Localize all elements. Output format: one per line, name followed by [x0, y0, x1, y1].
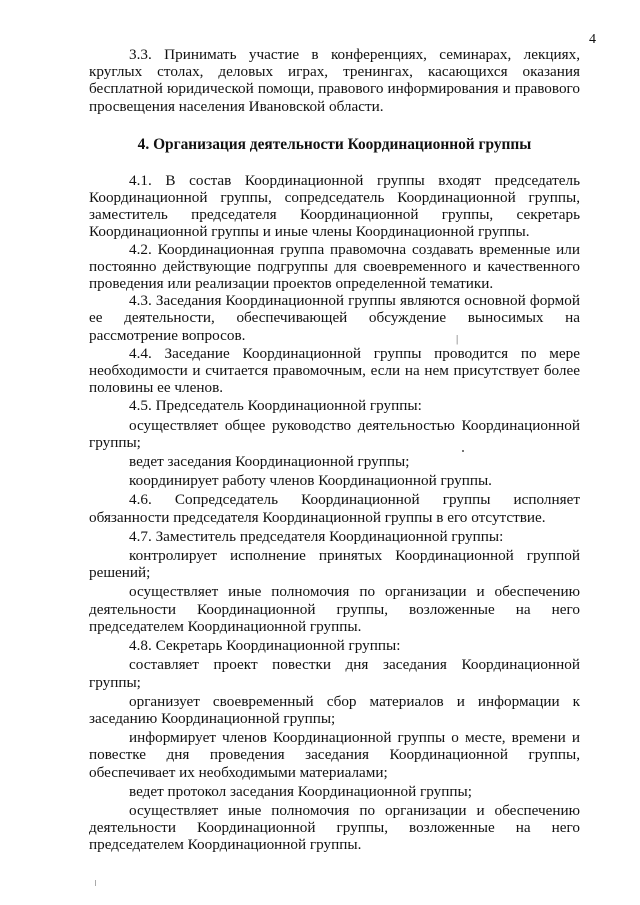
paragraph-4-5: 4.5. Председатель Координационной группы:: [129, 397, 422, 415]
scan-mark: |: [456, 333, 459, 345]
list-item: координирует работу членов Координационной группы.: [129, 472, 492, 490]
list-item: составляет проект повестки дня заседания Координационной группы;: [89, 656, 580, 691]
list-item: осуществляет общее руководство деятельностью Координационной группы;: [89, 416, 580, 451]
list-item: организует своевременный сбор материалов и информации к заседанию Координационной группы;: [89, 692, 580, 727]
paragraph-4-1: 4.1. В состав Координационной группы входят председатель Координационной группы, сопредседатель Координационной группы, заместитель председателя Координационной группы, секретарь Координационной группы и иные члены Координационной группы.: [89, 171, 580, 241]
paragraph-3-3: 3.3. Принимать участие в конференциях, семинарах, лекциях, круглых столах, деловых играх, тренингах, касающихся оказания бесплатной юридической помощи, правового информирования и правового просвещения населения Ивановской области.: [89, 46, 580, 115]
list-item: ведет заседания Координационной группы;: [129, 453, 410, 471]
paragraph-4-7: 4.7. Заместитель председателя Координационной группы:: [129, 527, 504, 545]
paragraph-4-4: 4.4. Заседание Координационной группы проводится по мере необходимости и считается правомочным, если на нем присутствует более половины ее членов.: [89, 344, 580, 397]
list-item: осуществляет иные полномочия по организации и обеспечению деятельности Координационной группы, возложенные на него председателем Координационной группы.: [89, 583, 580, 635]
paragraph-4-6: 4.6. Сопредседатель Координационной группы исполняет обязанности председателя Координационной группы в его отсутствие.: [89, 491, 580, 526]
section-heading: 4. Организация деятельности Координационной группы: [137, 135, 532, 153]
scan-speck: [95, 880, 96, 886]
scan-speck: [462, 450, 464, 452]
document-body: [89, 46, 580, 854]
paragraph-4-3: 4.3. Заседания Координационной группы являются основной формой ее деятельности, обеспечивающей обсуждение выносимых на рассмотрение вопросов.: [89, 292, 580, 344]
list-item: контролирует исполнение принятых Координационной группой решений;: [89, 547, 580, 582]
paragraph-4-8: 4.8. Секретарь Координационной группы:: [129, 637, 401, 655]
list-item: ведет протокол заседания Координационной группы;: [129, 782, 472, 800]
list-item: информирует членов Координационной группы о месте, времени и повестке дня проведения заседания Координационной группы, обеспечивает их необходимыми материалами;: [89, 729, 580, 781]
paragraph-4-2: 4.2. Координационная группа правомочна создавать временные или постоянно действующие подгруппы для своевременного и качественного проведения или реализации проектов определенной тематики.: [89, 240, 580, 293]
list-item: осуществляет иные полномочия по организации и обеспечению деятельности Координационной группы, возложенные на него председателем Координационной группы.: [89, 801, 580, 854]
page-number: 4: [589, 32, 596, 47]
